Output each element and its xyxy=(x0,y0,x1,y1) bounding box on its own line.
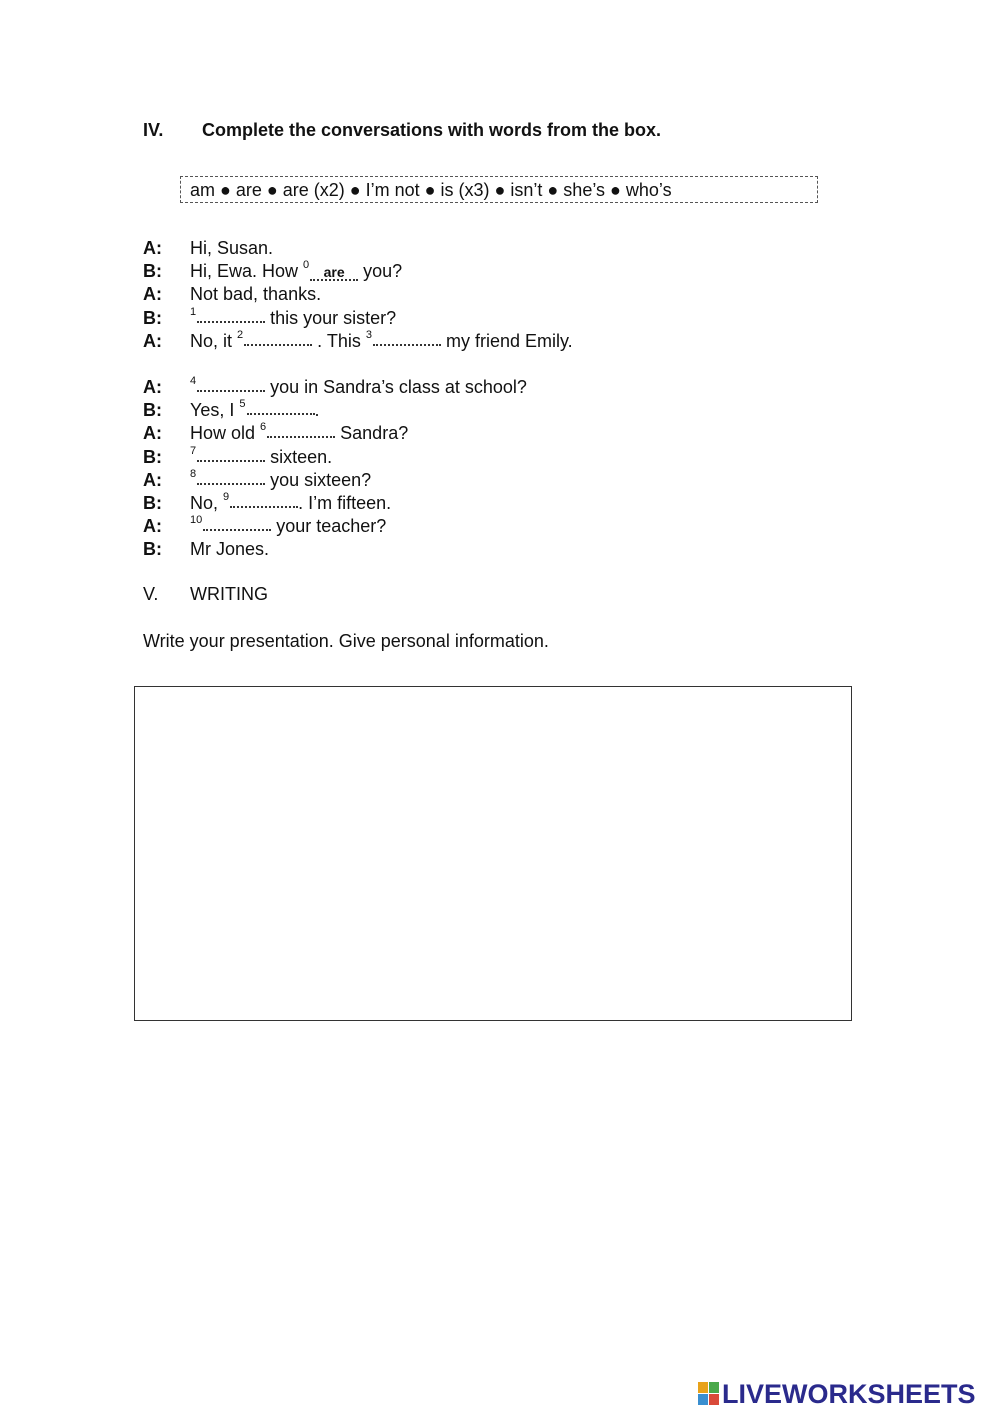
logo-blocks-icon xyxy=(698,1382,720,1406)
speaker-label: A: xyxy=(143,423,162,444)
line-text xyxy=(190,492,391,515)
section-title: Complete the conversations with words from the box. xyxy=(202,120,662,140)
line-text-segment: my friend Emily. xyxy=(440,330,573,351)
section-number: IV. xyxy=(143,120,164,140)
gap-number: 4 xyxy=(190,375,197,387)
writing-section-header xyxy=(143,584,268,605)
example-answer: are xyxy=(310,265,358,281)
gap-number: 1 xyxy=(190,305,197,318)
line-text-segment: Hi, Ewa. How xyxy=(190,261,304,282)
line-text xyxy=(190,538,269,561)
answer-blank-6[interactable] xyxy=(267,422,335,438)
answer-blank-9[interactable] xyxy=(230,492,298,508)
line-text xyxy=(190,422,408,445)
speaker-label: B: xyxy=(143,539,162,560)
speaker-label: A: xyxy=(143,469,162,490)
line-text-segment: Sandra? xyxy=(335,423,409,444)
line-text-segment: Mr Jones. xyxy=(190,539,270,560)
speaker-label: A: xyxy=(143,330,162,351)
section-title: WRITING xyxy=(190,584,268,604)
writing-answer-box[interactable] xyxy=(134,686,852,1021)
gap-number: 6 xyxy=(260,421,267,434)
gap-number: 9 xyxy=(223,491,230,503)
section-number: V. xyxy=(143,584,159,604)
gap-number: 10 xyxy=(190,514,203,527)
line-text-segment: How old xyxy=(190,423,261,444)
gap-number: 8 xyxy=(190,467,197,480)
speaker-label: B: xyxy=(143,400,162,421)
speaker-label: A: xyxy=(143,238,162,258)
answer-blank-5[interactable] xyxy=(247,399,315,415)
line-text-segment: you? xyxy=(358,261,403,282)
answer-blank-7[interactable] xyxy=(197,446,265,462)
speaker-label: B: xyxy=(143,307,162,328)
line-text xyxy=(190,446,332,469)
answer-blank-4[interactable] xyxy=(197,376,265,392)
writing-instruction: Write your presentation. Give personal information. xyxy=(143,631,549,651)
line-text-segment: No, xyxy=(190,493,224,513)
logo-text: LIVEWORKSHEETS xyxy=(722,1378,976,1409)
line-text xyxy=(190,283,321,306)
line-text-segment: sixteen. xyxy=(265,446,333,467)
line-text-segment: . This xyxy=(312,330,366,351)
line-text-segment: Hi, Susan. xyxy=(190,238,274,258)
answer-blank-2[interactable] xyxy=(244,330,312,346)
gap-number: 2 xyxy=(237,328,244,341)
line-text-segment: Yes, I xyxy=(190,400,240,421)
line-text xyxy=(190,399,320,422)
line-text-segment: No, it xyxy=(190,330,238,351)
liveworksheets-logo xyxy=(698,1377,976,1411)
line-text-segment: . xyxy=(314,400,320,421)
speaker-label: B: xyxy=(143,446,162,467)
line-text xyxy=(190,330,573,353)
line-text-segment: this your sister? xyxy=(265,307,397,328)
speaker-label: A: xyxy=(143,516,162,537)
line-text-segment: you in Sandra’s class at school? xyxy=(265,377,527,397)
line-text-segment: you sixteen? xyxy=(265,469,372,490)
gap-number: 0 xyxy=(303,259,310,272)
speaker-label: A: xyxy=(143,377,162,397)
line-text xyxy=(190,307,396,330)
line-text-segment: your teacher? xyxy=(271,516,387,537)
line-text xyxy=(190,237,273,260)
answer-blank-10[interactable] xyxy=(203,515,271,531)
line-text xyxy=(190,260,402,283)
answer-blank-8[interactable] xyxy=(197,469,265,485)
speaker-label: B: xyxy=(143,493,162,513)
line-text xyxy=(190,515,386,538)
answer-blank-1[interactable] xyxy=(197,307,265,323)
word-box: am ● are ● are (x2) ● I’m not ● is (x3) ● isn’t ● she’s ● who’s xyxy=(180,176,818,203)
gap-number: 7 xyxy=(190,444,197,457)
speaker-label: B: xyxy=(143,261,162,282)
speaker-label: A: xyxy=(143,284,162,305)
gap-number: 3 xyxy=(365,328,372,341)
gap-number: 5 xyxy=(239,398,246,411)
answer-blank-3[interactable] xyxy=(373,330,441,346)
line-text xyxy=(190,469,371,492)
line-text xyxy=(190,376,527,399)
line-text-segment: . I’m fifteen. xyxy=(298,493,392,513)
line-text-segment: Not bad, thanks. xyxy=(190,284,322,305)
